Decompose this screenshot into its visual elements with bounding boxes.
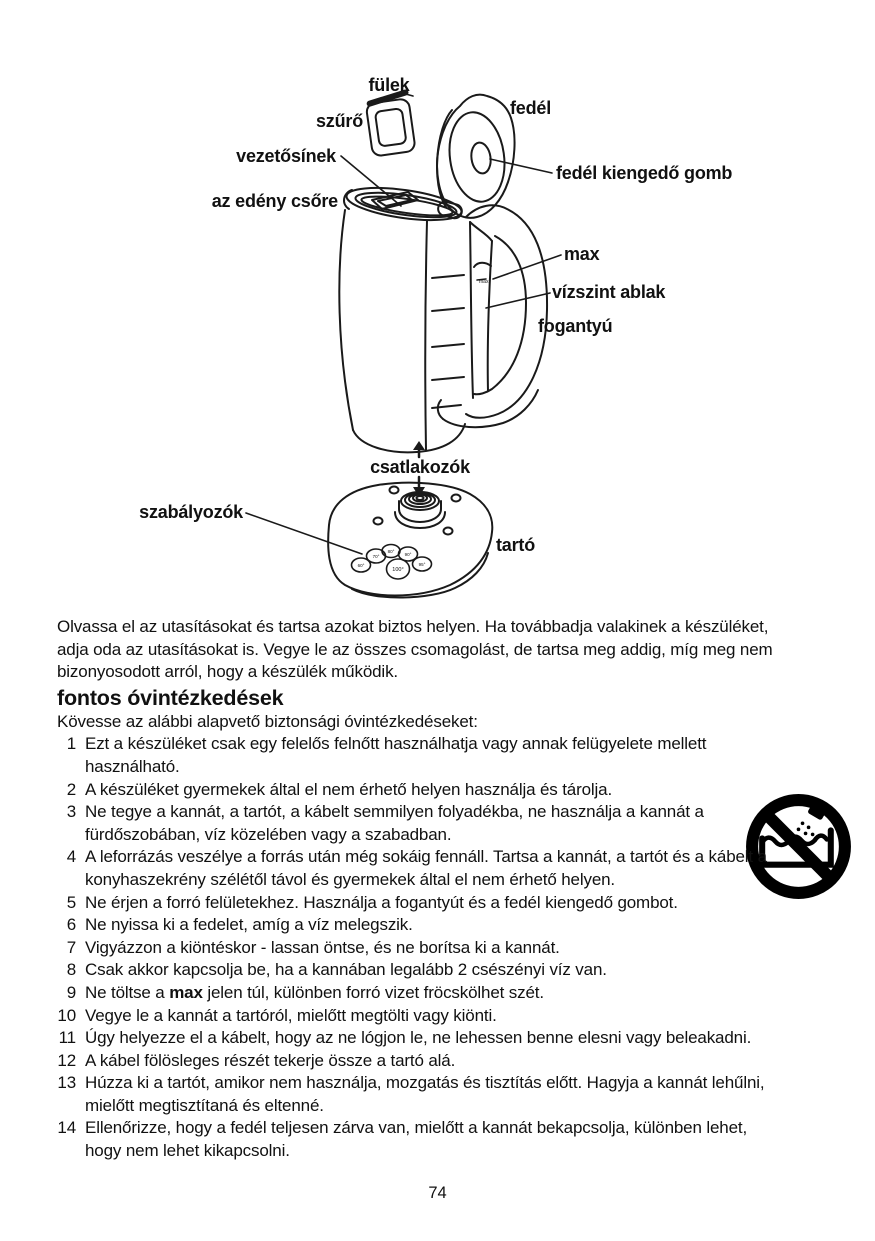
label-szuro: szűrő [315, 111, 363, 131]
item-number: 7 [66, 937, 76, 957]
filter-drawing [365, 92, 416, 156]
button-95-label: 95° [418, 562, 426, 567]
list-item [57, 733, 803, 778]
water-level-window-drawing [470, 222, 492, 398]
item-number: 5 [66, 892, 76, 912]
label-max: max [564, 244, 600, 264]
list-item [57, 1072, 803, 1117]
intro-paragraph: Olvassa el az utasításokat és tartsa azokat biztos helyen. Ha továbbadja valakinek a készüléket, adja oda az utasításokat is. Vegye le az összes csomagolást, de tartsa meg addig, míg meg nem bizonyosodott arról, hogy a készülék működik. [57, 617, 773, 682]
label-fulek: fülek [368, 75, 410, 95]
item-text: Ne tegye a kannát, a tartót, a kábelt semmilyen folyadékba, ne használja a kannát a fürdőszobában, víz közelében vagy a szabadban. [85, 802, 704, 844]
button-100-label: 100° [392, 567, 404, 573]
label-fedel-kiengedo-gomb: fedél kiengedő gomb [556, 163, 733, 183]
list-item [57, 959, 803, 982]
item-number: 9 [66, 982, 76, 1002]
kettle-body-drawing [339, 182, 465, 452]
list-item [57, 846, 803, 891]
item-number: 11 [58, 1028, 76, 1048]
safety-list [57, 733, 803, 1162]
list-item [57, 892, 803, 915]
list-item [57, 937, 803, 960]
label-tarto: tartó [496, 535, 535, 555]
item-text: A készüléket gyermekek által el nem érhető helyen használja és tárolja. [85, 779, 613, 799]
label-csatlakozok: csatlakozók [370, 457, 470, 477]
item-number: 10 [57, 1005, 76, 1025]
list-item [57, 1005, 803, 1028]
item-text: Vigyázzon a kiöntéskor - lassan öntse, és ne borítsa ki a kannát. [85, 937, 560, 957]
item-number: 8 [66, 960, 76, 980]
list-item [57, 914, 803, 937]
item-number: 12 [57, 1050, 76, 1070]
item-text: Ellenőrizze, hogy a fedél teljesen zárva van, mielőtt a kannát bekapcsolja, különben lehet, hogy nem lehet kikapcsolni. [85, 1118, 748, 1161]
item-number: 3 [66, 802, 76, 822]
list-item [57, 1050, 803, 1073]
button-90-label: 90° [404, 552, 412, 557]
list-item [57, 982, 803, 1005]
button-70-label: 70° [372, 554, 380, 559]
item-number: 6 [66, 915, 76, 935]
item-text: Ezt a készüléket csak egy felelős felnőtt használhatja vagy annak felügyelete mellett használható. [85, 734, 707, 776]
item-number: 2 [66, 779, 76, 799]
max-bold: max [169, 982, 203, 1002]
label-fogantyu: fogantyú [538, 316, 613, 336]
safety-intro: Kövesse az alábbi alapvető biztonsági óvintézkedéseket: [57, 711, 478, 731]
item-text: Vegye le a kannát a tartóról, mielőtt megtölti vagy kiönti. [85, 1005, 497, 1025]
text-column [57, 616, 803, 1163]
button-80-label: 80° [387, 549, 395, 554]
item-text: Ne nyissa ki a fedelet, amíg a víz melegszik. [85, 915, 413, 935]
item-number: 1 [66, 734, 76, 754]
window-max-mark: max [479, 279, 489, 285]
safety-heading: fontos óvintézkedések [57, 685, 284, 710]
kettle-diagram [0, 0, 875, 612]
label-az-edeny-csore: az edény csőre [211, 191, 338, 211]
list-item [57, 1027, 803, 1050]
item-number: 13 [57, 1073, 76, 1093]
label-fedel: fedél [510, 98, 552, 118]
page-number: 74 [428, 1184, 447, 1202]
label-vezetosinek: vezetősínek [236, 146, 336, 166]
item-number: 14 [57, 1118, 76, 1138]
item-text: Úgy helyezze el a kábelt, hogy az ne lógjon le, ne lehessen benne elesni vagy beleakadni. [85, 1028, 752, 1048]
item-text: A leforrázás veszélye a forrás után még sokáig fennáll. Tartsa a kannát, a tartót és a kábelt a konyhaszekrény szélétől távol és gyermekek által el nem érhető helyen. [85, 847, 767, 889]
item-text: Ne töltse a max jelen túl, különben forró vizet fröcskölhet szét. [85, 982, 544, 1002]
item-text: Ne érjen a forró felületekhez. Használja a fogantyút és a fedél kiengedő gombot. [85, 892, 678, 912]
label-szabalyozok: szabályozók [139, 502, 243, 522]
base-drawing [328, 483, 492, 598]
item-text: Húzza ki a tartót, amikor nem használja, mozgatás és tisztítás előtt. Hagyja a kannát lehűlni, mielőtt megtisztítaná és eltenné. [85, 1073, 765, 1115]
item-text: A kábel fölösleges részét tekerje össze a tartó alá. [85, 1050, 456, 1070]
label-vizszint-ablak: vízszint ablak [552, 282, 666, 302]
item-number: 4 [66, 847, 76, 867]
handle-drawing [438, 205, 547, 427]
list-item [57, 779, 803, 802]
item-text: Csak akkor kapcsolja be, ha a kannában legalább 2 csészényi víz van. [85, 960, 607, 980]
list-item [57, 1117, 803, 1162]
button-60-label: 60° [357, 563, 365, 568]
list-item [57, 801, 803, 846]
